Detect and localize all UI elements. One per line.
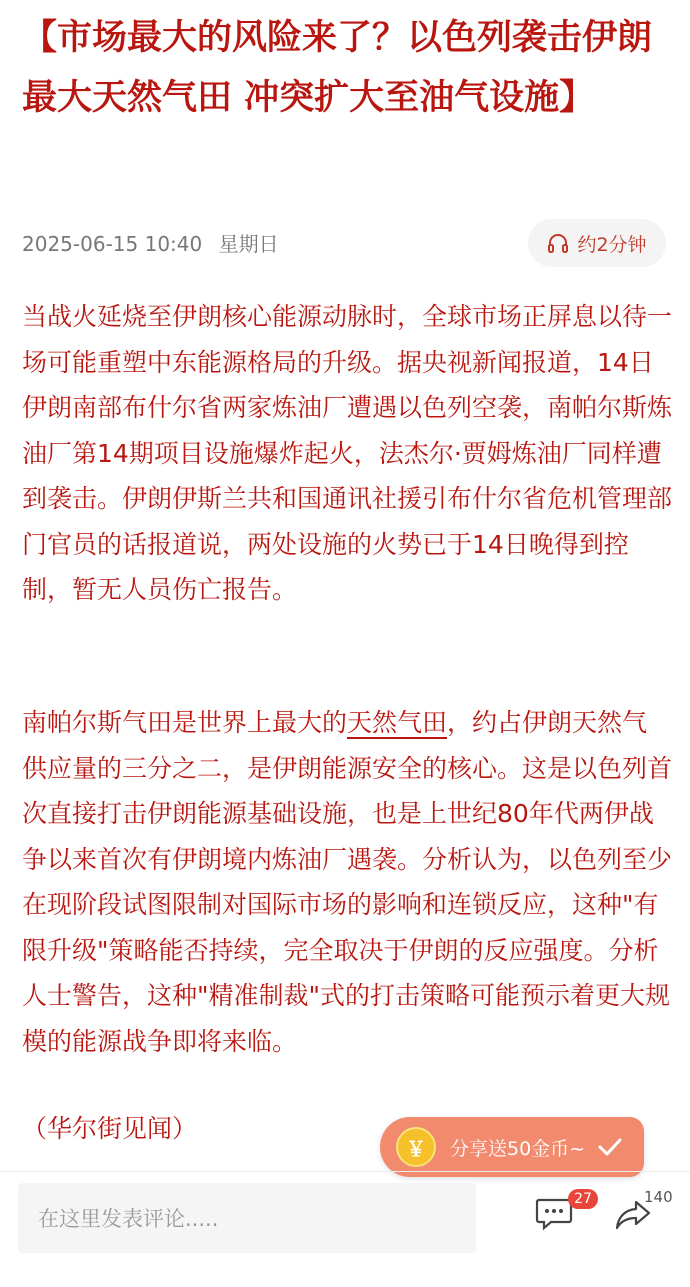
comment-count-badge: 27 [568, 1189, 598, 1209]
publish-weekday: 星期日 [218, 232, 279, 256]
headphones-icon [547, 233, 569, 253]
article-source: （华尔街见闻） [22, 1114, 198, 1143]
article-paragraph-2 [22, 700, 672, 1064]
comment-input[interactable]: 在这里发表评论..... [18, 1183, 476, 1253]
publish-date: 2025-06-15 10:40 [22, 232, 203, 256]
paragraph-2-text-end: ，约占伊朗天然气供应量的三分之二，是伊朗能源安全的核心。这是以色列首次直接打击伊朗能源基础设施，也是上世纪80年代两伊战争以来首次有伊朗境内炼油厂遇袭。分析认为，以色列至少在现阶段试图限制对国际市场的影响和连锁反应，这种"有限升级"策略能否持续，完全取决于伊朗的反应强度。分析人士警告，这种"精准制裁"式的打击策略可能预示着更大规模的能源战争即将来临。 [22, 708, 673, 1056]
bottom-bar-divider [0, 1171, 690, 1172]
share-reward-banner[interactable] [380, 1117, 644, 1177]
paragraph-2-text-start: 南帕尔斯气田是世界上最大的 [22, 708, 348, 737]
listen-button[interactable] [528, 219, 666, 267]
listen-duration: 约2分钟 [577, 233, 647, 256]
coin-icon: ￥ [396, 1127, 436, 1167]
check-icon [597, 1137, 623, 1157]
article-title: 【市场最大的风险来了？以色列袭击伊朗最大天然气田 冲突扩大至油气设施】 [22, 18, 653, 118]
comment-icon[interactable] [535, 1197, 573, 1231]
share-reward-text: 分享送50金币~ [450, 1137, 586, 1160]
article-paragraph-1: 当战火延烧至伊朗核心能源动脉时，全球市场正屏息以待一场可能重塑中东能源格局的升级。据央视新闻报道，14日伊朗南部布什尔省两家炼油厂遭遇以色列空袭，南帕尔斯炼油厂第14期项目设施爆炸起火，法杰尔·贾姆炼油厂同样遭到袭击。伊朗伊斯兰共和国通讯社援引布什尔省危机管理部门官员的话报道说，两处设施的火势已于14日晚得到控制，暂无人员伤亡报告。 [22, 302, 673, 604]
natural-gas-field-link[interactable]: 天然气田 [347, 708, 448, 737]
share-count: 140 [644, 1188, 673, 1206]
article-meta [22, 228, 289, 257]
